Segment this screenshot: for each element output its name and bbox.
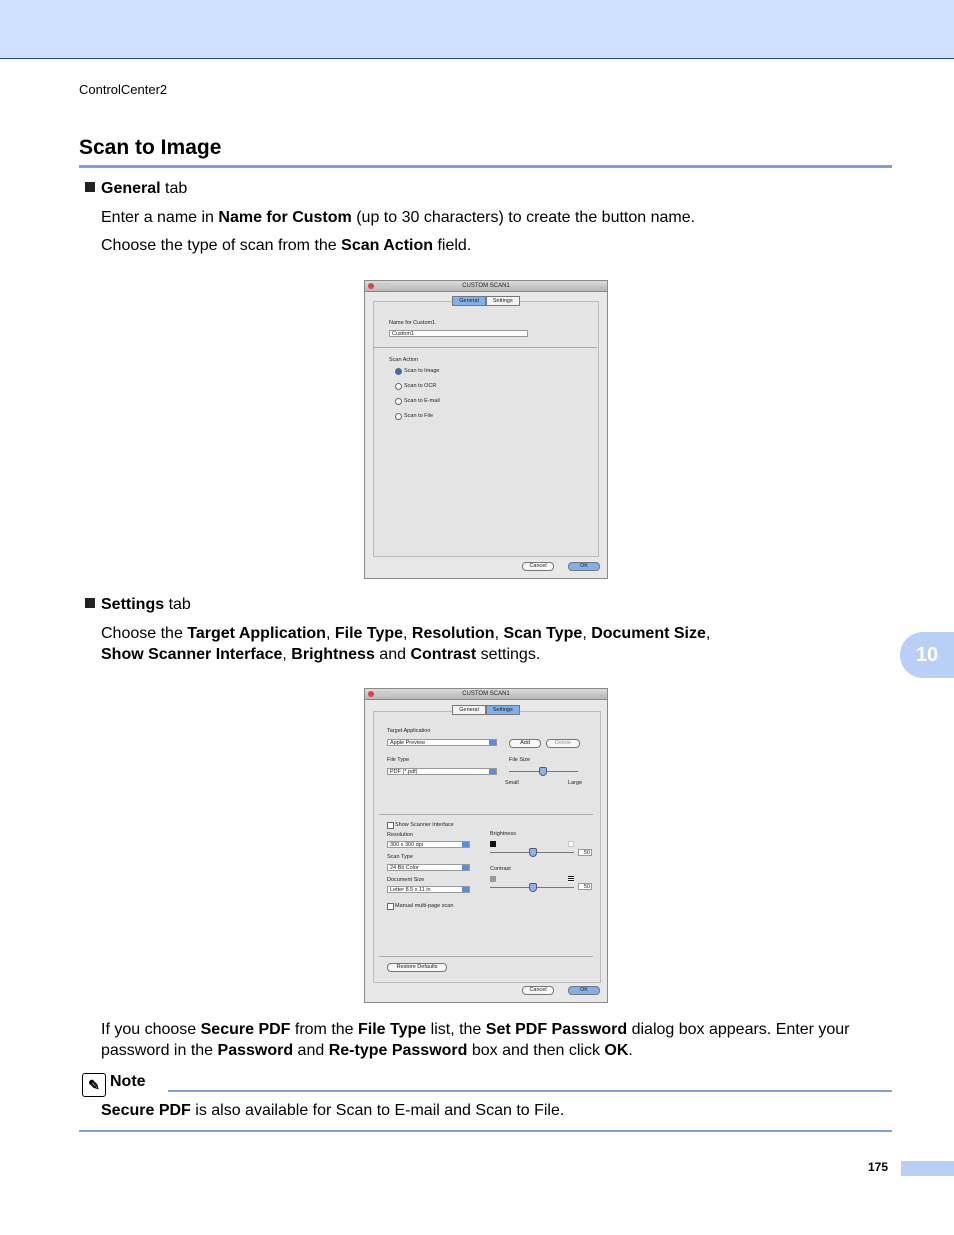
text: Choose the type of scan from the xyxy=(101,237,342,254)
text-bold: Target Application xyxy=(187,625,326,642)
note-pencil-icon: ✎ xyxy=(82,1073,106,1097)
dialog-title: CUSTOM SCAN1 xyxy=(462,691,510,697)
text-bold: Resolution xyxy=(411,625,495,642)
zoom-icon xyxy=(384,691,390,697)
brightness-label: Brightness xyxy=(490,831,516,837)
note-rule-bottom xyxy=(79,1130,892,1132)
text: field. xyxy=(433,237,472,254)
radio-scan-to-file[interactable] xyxy=(395,413,402,420)
text-bold: Re-type Password xyxy=(328,1042,468,1059)
file-size-large-label: Large xyxy=(568,780,583,786)
document-size-select[interactable]: Letter 8.5 x 11 in xyxy=(387,886,470,893)
bullet-square-icon xyxy=(85,598,95,608)
text: . xyxy=(628,1042,633,1059)
file-size-small-label: Small xyxy=(505,780,519,786)
zoom-icon xyxy=(384,283,390,289)
radio-label: Scan to Image xyxy=(404,368,440,374)
contrast-low-icon xyxy=(490,876,496,882)
cancel-button[interactable]: Cancel xyxy=(522,562,554,571)
text: , xyxy=(403,625,412,642)
text: box and then click xyxy=(467,1042,605,1059)
scan-action-label: Scan Action xyxy=(389,357,419,363)
cancel-button[interactable]: Cancel xyxy=(522,986,554,995)
settings-para xyxy=(101,623,901,665)
dialog-settings-screenshot xyxy=(364,688,608,1003)
ok-button[interactable]: OK xyxy=(568,986,600,995)
tab-settings[interactable]: Settings xyxy=(486,296,520,306)
text: , xyxy=(325,625,335,642)
manual-multi-page-checkbox[interactable] xyxy=(387,903,394,910)
file-type-select[interactable]: PDF (*.pdf) xyxy=(387,768,497,775)
text-bold: Scan Action xyxy=(341,237,434,254)
note-heading-text: Note xyxy=(110,1073,146,1090)
text: from the xyxy=(290,1021,359,1038)
bullet-settings-label: Settings xyxy=(101,596,165,613)
target-application-select[interactable]: Apple Preview xyxy=(387,739,497,746)
scan-type-select[interactable]: 24 Bit Color xyxy=(387,864,470,871)
show-scanner-interface-label: Show Scanner Interface xyxy=(395,822,454,828)
brightness-dark-icon xyxy=(490,841,496,847)
top-band xyxy=(0,0,954,59)
dialog-titlebar xyxy=(365,281,607,292)
text-bold: Set PDF Password xyxy=(485,1021,628,1038)
text: and xyxy=(374,646,411,663)
text-bold: Contrast xyxy=(410,646,477,663)
text-bold: File Type xyxy=(334,625,404,642)
delete-button[interactable]: Delete xyxy=(546,739,580,748)
bullet-square-icon xyxy=(85,182,95,192)
radio-scan-to-ocr[interactable] xyxy=(395,383,402,390)
text: password in the xyxy=(101,1042,218,1059)
manual-multi-page-label: Manual multi-page scan xyxy=(395,903,454,909)
text: settings. xyxy=(476,646,541,663)
running-header: ControlCenter2 xyxy=(79,82,168,97)
radio-scan-to-image[interactable] xyxy=(395,368,402,375)
page-number: 175 xyxy=(868,1160,889,1174)
text-bold: Brightness xyxy=(291,646,375,663)
text-bold: Secure PDF xyxy=(200,1021,291,1038)
note-text xyxy=(101,1100,901,1121)
dialog-titlebar xyxy=(365,689,607,700)
resolution-label: Resolution xyxy=(387,832,413,838)
text-bold: OK xyxy=(604,1042,629,1059)
radio-scan-to-email[interactable] xyxy=(395,398,402,405)
scan-type-label: Scan Type xyxy=(387,854,413,860)
close-icon xyxy=(368,691,374,697)
bullet-general-suffix: tab xyxy=(165,180,188,197)
radio-label: Scan to OCR xyxy=(404,383,437,389)
tab-settings[interactable]: Settings xyxy=(486,705,520,715)
dialog-tabs xyxy=(365,296,607,306)
show-scanner-interface-checkbox[interactable] xyxy=(387,822,394,829)
bullet-general xyxy=(85,180,187,198)
page-number-bar xyxy=(901,1161,954,1176)
text-bold: Show Scanner Interface xyxy=(101,646,283,663)
text: If you choose xyxy=(101,1021,201,1038)
ok-button[interactable]: OK xyxy=(568,562,600,571)
text-bold: File Type xyxy=(358,1021,427,1038)
divider xyxy=(379,956,593,957)
brightness-knob[interactable] xyxy=(529,848,537,857)
bullet-general-label: General xyxy=(101,180,161,197)
contrast-high-icon xyxy=(568,876,574,882)
add-button[interactable]: Add xyxy=(509,739,541,748)
dialog-panel xyxy=(373,301,599,557)
contrast-knob[interactable] xyxy=(529,883,537,892)
dialog-tabs xyxy=(365,705,607,715)
text: Choose the xyxy=(101,625,188,642)
text: , xyxy=(494,625,504,642)
divider xyxy=(379,814,593,815)
close-icon xyxy=(368,283,374,289)
text: Enter a name in xyxy=(101,209,219,226)
resolution-select[interactable]: 300 x 300 dpi xyxy=(387,841,470,848)
bullet-settings xyxy=(85,596,191,614)
text-bold: Password xyxy=(217,1042,294,1059)
file-size-label: File Size xyxy=(509,757,531,763)
bullet-settings-suffix: tab xyxy=(168,596,191,613)
brightness-light-icon xyxy=(568,841,574,847)
name-for-custom-label: Name for Custom1 xyxy=(389,320,436,326)
text-bold: Secure PDF xyxy=(101,1102,191,1119)
file-type-label: File Type xyxy=(387,757,410,763)
minimize-icon xyxy=(376,283,382,289)
radio-label: Scan to E-mail xyxy=(404,398,440,404)
text: is also available for Scan to E-mail and Scan to File. xyxy=(190,1102,565,1119)
general-para-2 xyxy=(101,235,901,256)
note-heading xyxy=(82,1073,146,1097)
target-application-label: Target Application xyxy=(387,728,431,734)
tab-general[interactable]: General xyxy=(452,296,486,306)
file-size-knob[interactable] xyxy=(539,767,547,776)
text-bold: Scan Type xyxy=(503,625,583,642)
name-for-custom-input[interactable]: Custom1 xyxy=(389,330,528,337)
text: list, the xyxy=(426,1021,486,1038)
restore-defaults-button[interactable]: Restore Defaults xyxy=(387,963,447,972)
minimize-icon xyxy=(376,691,382,697)
document-size-label: Document Size xyxy=(387,877,425,883)
secure-pdf-para xyxy=(101,1019,901,1061)
text-bold: Document Size xyxy=(591,625,706,642)
section-title: Scan to Image xyxy=(79,136,222,159)
dialog-title: CUSTOM SCAN1 xyxy=(462,283,510,289)
contrast-value[interactable]: 50 xyxy=(578,883,592,890)
brightness-value[interactable]: 50 xyxy=(578,849,592,856)
divider xyxy=(373,347,597,348)
text-bold: Name for Custom xyxy=(218,209,352,226)
text: (up to 30 characters) to create the button name. xyxy=(351,209,696,226)
text: and xyxy=(293,1042,329,1059)
text: dialog box appears. Enter your xyxy=(627,1021,850,1038)
text: , xyxy=(705,625,711,642)
radio-label: Scan to File xyxy=(404,413,434,419)
contrast-label: Contrast xyxy=(490,866,511,872)
section-rule xyxy=(79,165,892,168)
general-para-1 xyxy=(101,207,901,228)
dialog-general-screenshot xyxy=(364,280,608,579)
chapter-tab: 10 xyxy=(900,632,954,678)
note-rule-top xyxy=(168,1090,892,1092)
tab-general[interactable]: General xyxy=(452,705,486,715)
text: , xyxy=(282,646,292,663)
text: , xyxy=(582,625,592,642)
